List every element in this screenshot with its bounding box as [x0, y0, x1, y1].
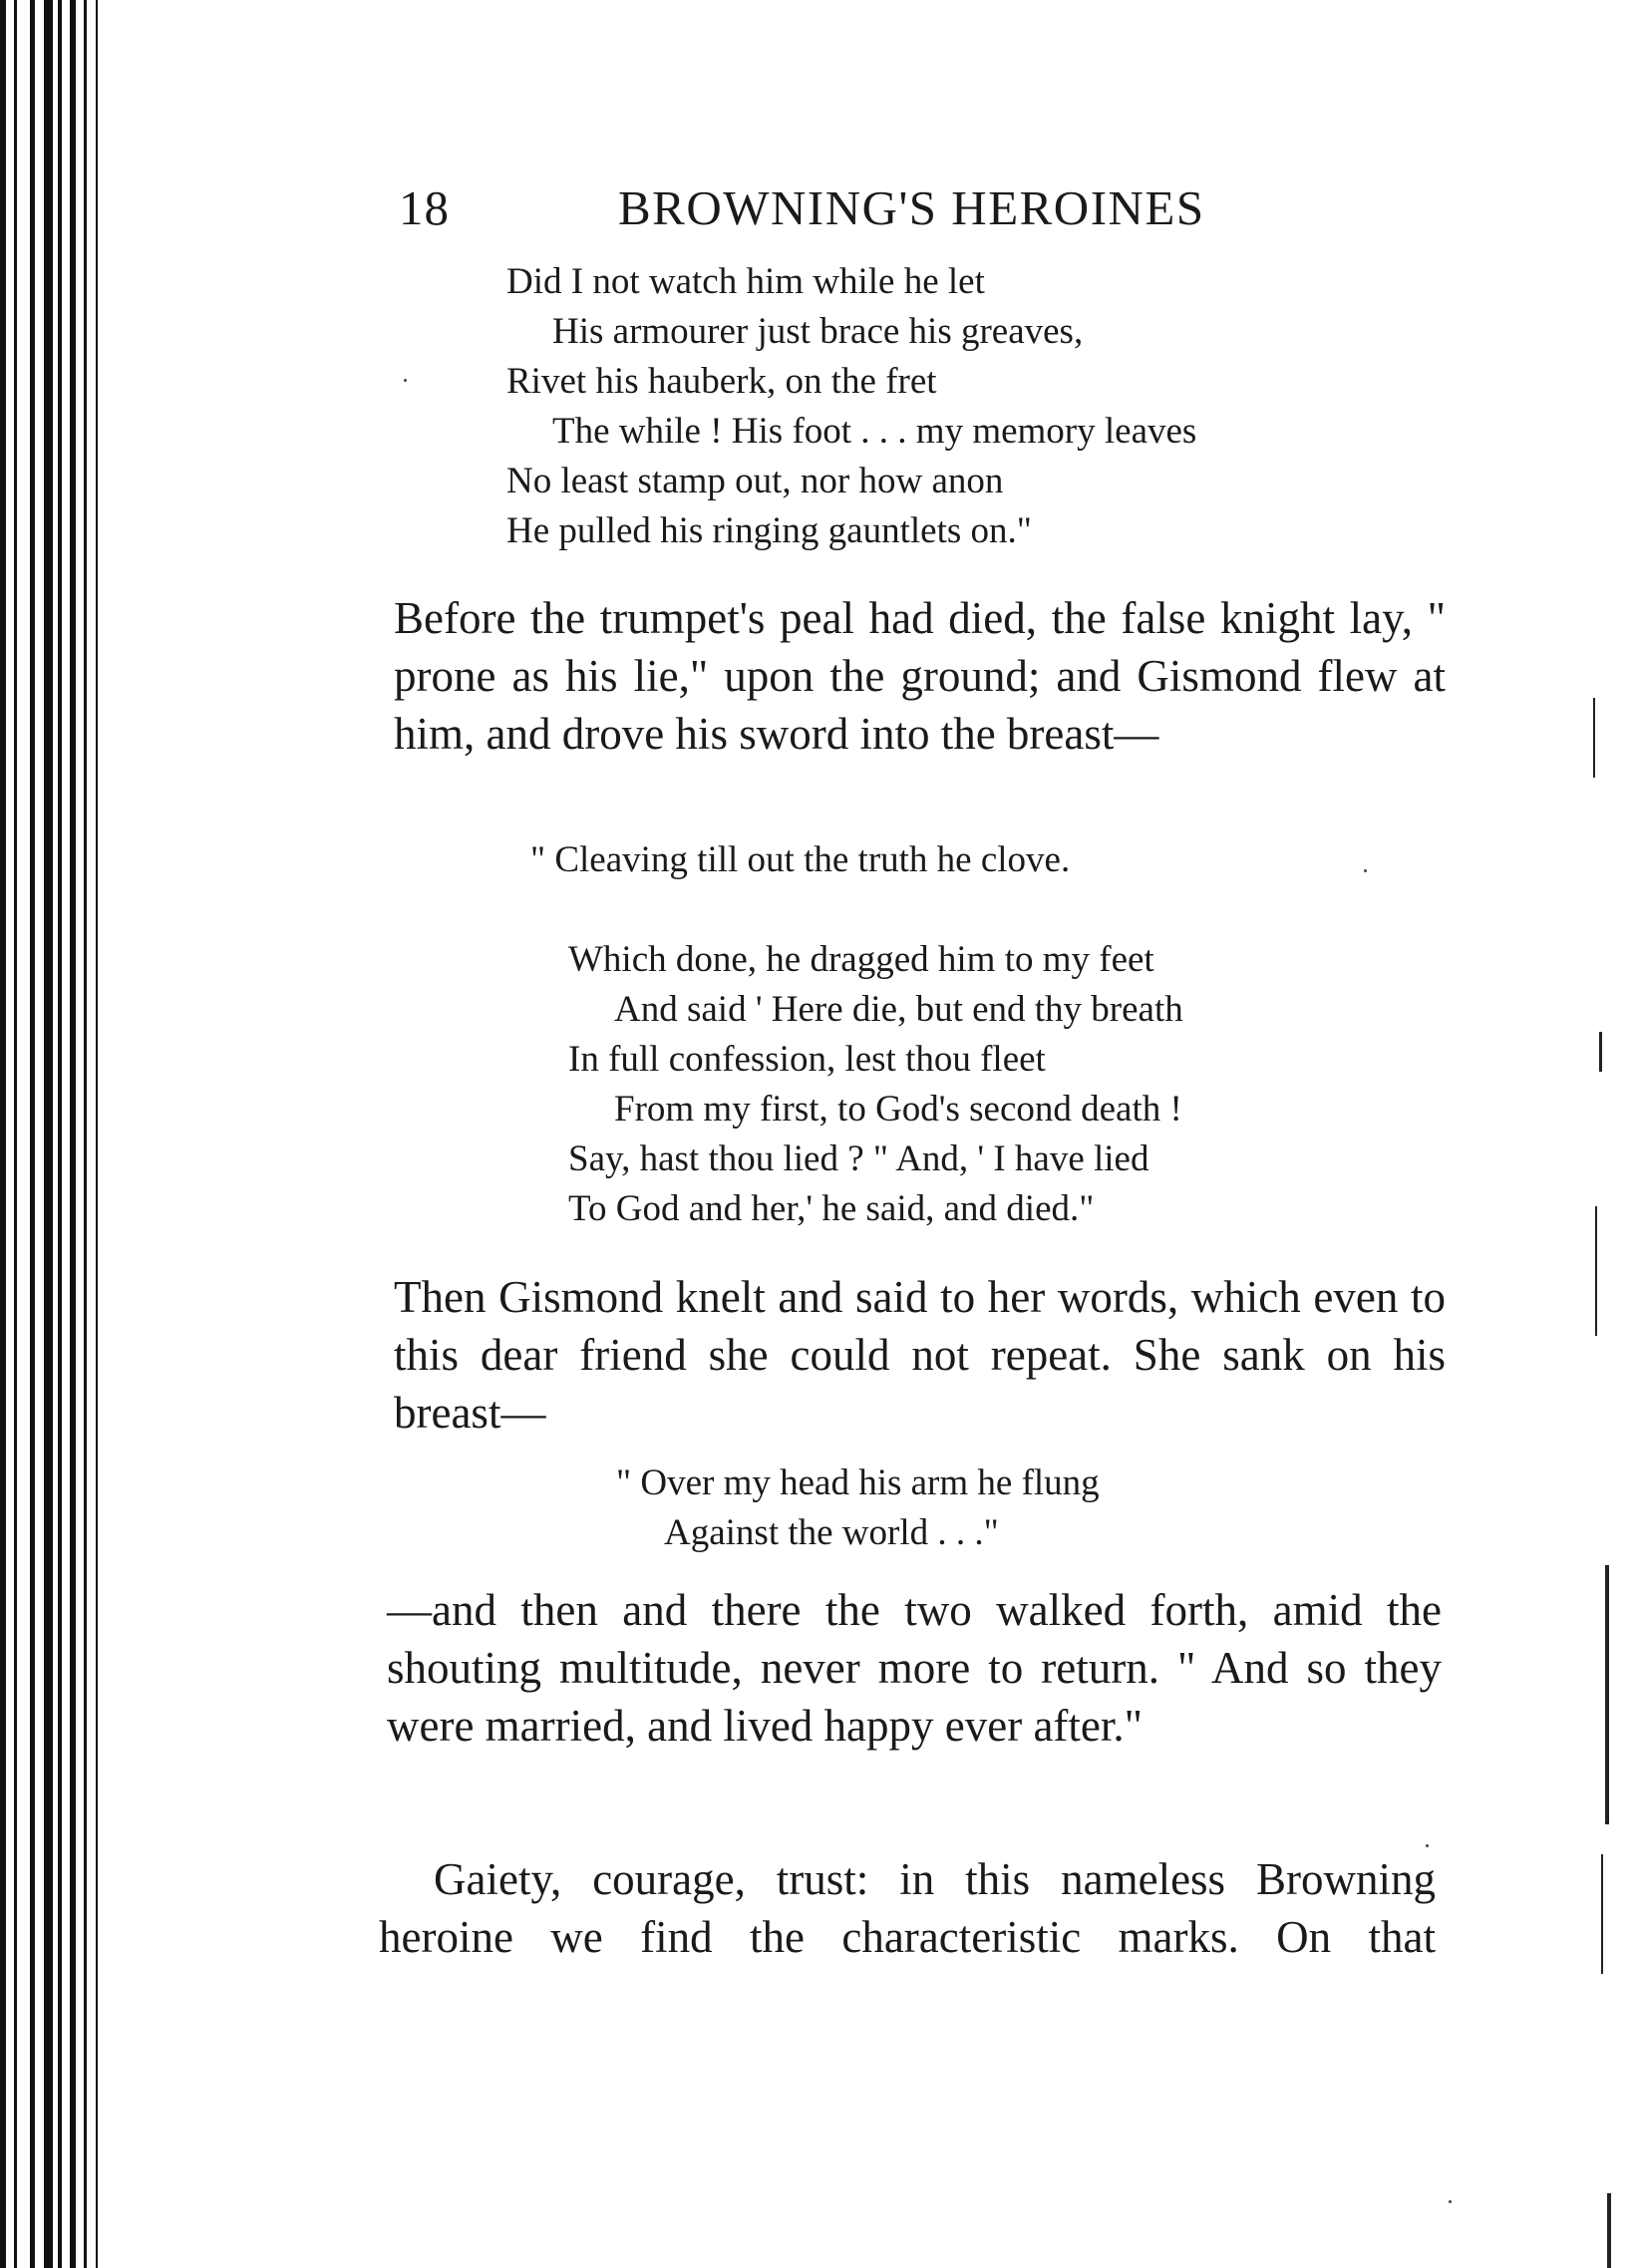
verse-line: No least stamp out, nor how anon: [506, 461, 1004, 501]
paragraph-3: [387, 1581, 1442, 1755]
verse-line: Say, hast thou lied ? " And, ' I have lied: [568, 1138, 1149, 1179]
binding-gutter: [0, 0, 112, 2268]
paragraph-4: [379, 1850, 1436, 1966]
edge-mark: [1593, 698, 1595, 778]
verse-line: From my first, to God's second death !: [614, 1089, 1182, 1130]
paragraph-2: [394, 1268, 1446, 1442]
verse-line: He pulled his ringing gauntlets on.": [506, 510, 1032, 551]
paragraph-1: [394, 589, 1446, 763]
running-header: [399, 179, 1396, 239]
verse-line: Which done, he dragged him to my feet: [568, 939, 1154, 980]
verse-line: Did I not watch him while he let: [506, 261, 985, 302]
paragraph-line: heroine we find the characteristic marks. On that: [379, 1912, 1436, 1962]
verse-block-1: [506, 257, 1196, 556]
verse-line: In full confession, lest thou fleet: [568, 1039, 1046, 1080]
dust-speck: [1449, 2200, 1452, 2203]
verse-block-3: [616, 1458, 1100, 1558]
verse-stanza: [568, 935, 1183, 1234]
edge-mark: [1599, 1032, 1602, 1072]
edge-mark: [1605, 1565, 1609, 1824]
paragraph-text: Then Gismond knelt and said to her words, which even to this dear friend she could not repeat. She sank on his breast—: [394, 1272, 1446, 1438]
dust-speck: [1426, 1844, 1429, 1847]
page-number: 18: [399, 180, 450, 235]
edge-mark: [1601, 1854, 1603, 1974]
edge-mark: [1595, 1206, 1597, 1336]
verse-line: " Over my head his arm he flung: [616, 1462, 1100, 1503]
dust-speck: [1364, 869, 1367, 872]
verse-opening-line: " Cleaving till out the truth he clove.: [530, 839, 1071, 880]
verse-line: His armourer just brace his greaves,: [552, 311, 1084, 352]
verse-line: The while ! His foot . . . my memory leaves: [552, 411, 1197, 452]
dust-speck: [404, 379, 407, 382]
paragraph-line: Gaiety, courage, trust: in this nameless Browning: [434, 1854, 1436, 1904]
edge-mark: [1607, 2193, 1611, 2268]
verse-line: Against the world . . .": [664, 1512, 999, 1553]
running-title: BROWNING'S HEROINES: [618, 180, 1205, 235]
paragraph-text: Before the trumpet's peal had died, the false knight lay, " prone as his lie," upon the ground; and Gismond flew at him, and drove his sword into the breast—: [394, 593, 1446, 759]
verse-block-2: [530, 835, 1070, 885]
verse-line: Rivet his hauberk, on the fret: [506, 361, 937, 402]
verse-line: To God and her,' he said, and died.": [568, 1188, 1095, 1229]
verse-line: And said ' Here die, but end thy breath: [614, 989, 1183, 1030]
paragraph-text: —and then and there the two walked forth, amid the shouting multitude, never more to return. " And so they were married, and lived happy ever after.": [387, 1585, 1442, 1751]
